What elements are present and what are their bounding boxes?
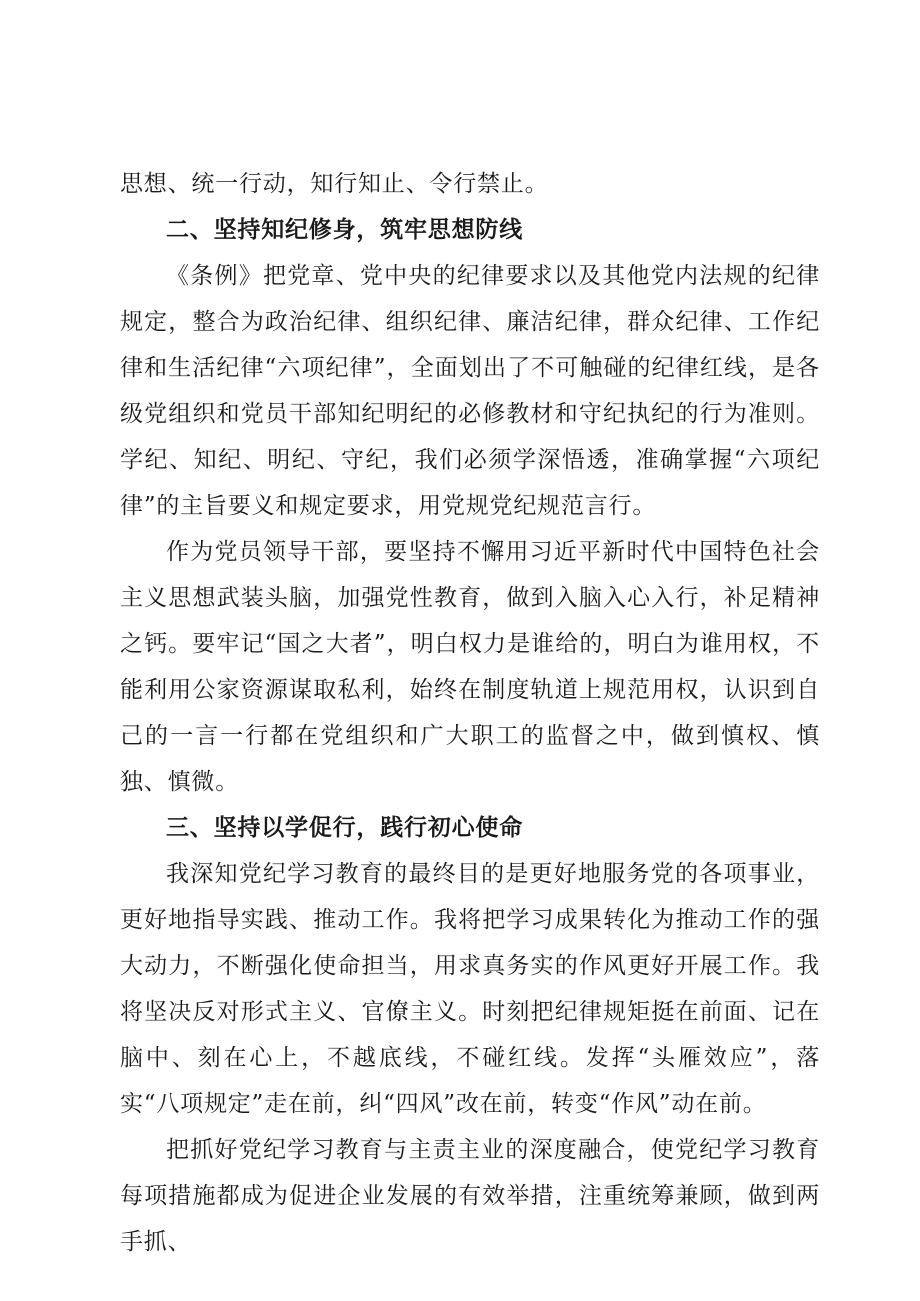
paragraph-regulations: 《条例》把党章、党中央的纪律要求以及其他党内法规的纪律规定，整合为政治纪律、组织纪律、廉洁纪律，群众纪律、工作纪律和生活纪律“六项纪律”，全面划出了不可触碰的纪律红线，是各级党组织和党员干部知纪明纪的必修教材和守纪执纪的行为准则。学纪、知纪、明纪、守纪，我们必须学深悟透，准确掌握“六项纪律”的主旨要义和规定要求，用党规党纪规范言行。 xyxy=(120,263,820,519)
paragraph-leadership: 作为党员领导干部，要坚持不懈用习近平新时代中国特色社会主义思想武装头脑，加强党性教育，做到入脑入心入行，补足精神之钙。要牢记“国之大者”，明白权力是谁给的，明白为谁用权，不能利用公家资源谋取私利，始终在制度轨道上规范用权，认识到自己的一言一行都在党组织和广大职工的监督之中，做到慎权、慎独、慎微。 xyxy=(120,539,820,795)
paragraph-continued: 思想、统一行动，知行知止、令行禁止。 xyxy=(120,171,549,197)
paragraph-mission: 我深知党纪学习教育的最终目的是更好地服务党的各项事业，更好地指导实践、推动工作。我将把学习成果转化为推动工作的强大动力，不断强化使命担当，用求真务实的作风更好开展工作。我将坚决反对形式主义、官僚主义。时刻把纪律规矩挺在前面、记在脑中、刻在心上，不越底线，不碰红线。发挥“头雁效应”，落实“八项规定”走在前，纠“四风”改在前，转变“作风”动在前。 xyxy=(120,861,820,1117)
section-heading-3: 三、坚持以学促行，践行初心使命 xyxy=(166,815,523,841)
section-heading-2: 二、坚持知纪修身，筑牢思想防线 xyxy=(166,217,523,243)
paragraph-integration: 把抓好党纪学习教育与主责主业的深度融合，使党纪学习教育每项措施都成为促进企业发展的有效举措，注重统筹兼顾，做到两手抓、 xyxy=(120,1137,820,1255)
document-body xyxy=(120,161,820,1265)
